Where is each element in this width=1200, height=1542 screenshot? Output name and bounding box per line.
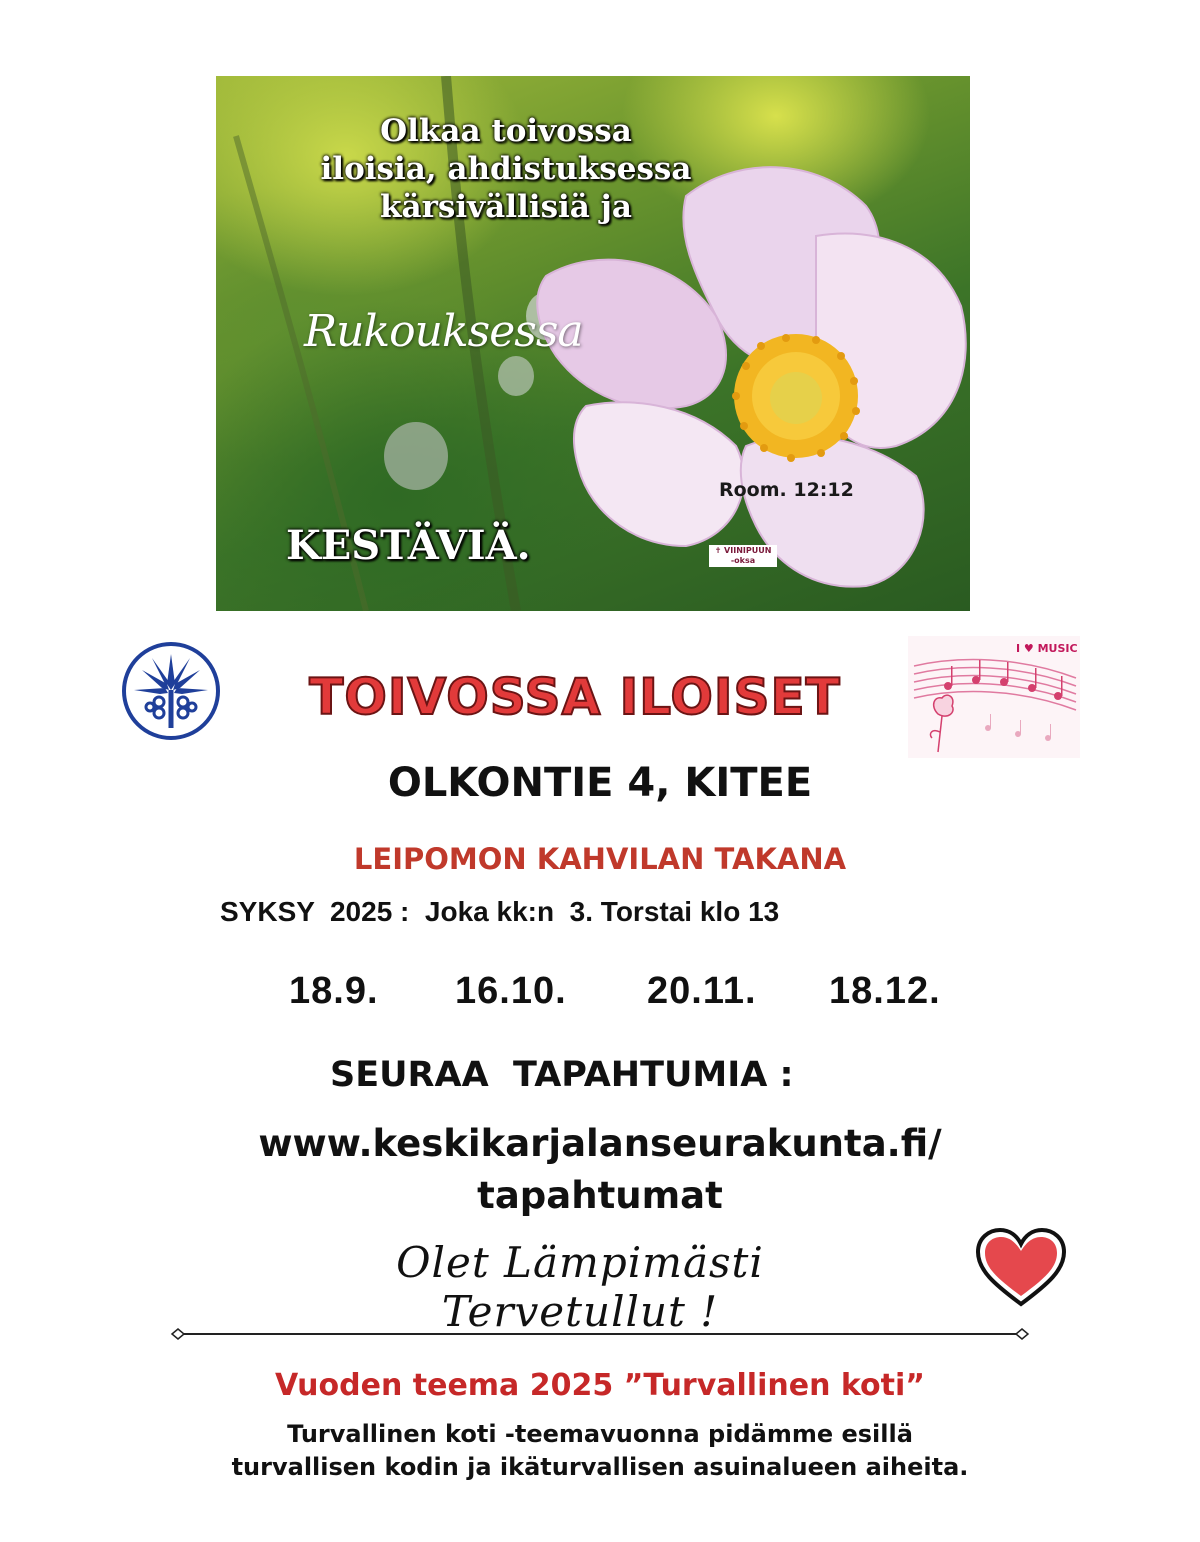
verse-script-word: Rukouksessa — [304, 306, 583, 357]
event-schedule: SYKSY 2025 : Joka kk:n 3. Torstai klo 13 — [220, 896, 780, 927]
watermark-line: ✝ VIINIPUUN — [714, 546, 772, 555]
bud-icon — [384, 422, 448, 490]
event-date: 16.10. — [455, 970, 567, 1012]
event-title: TOIVOSSA ILOISET — [309, 668, 841, 726]
heart-icon — [974, 1226, 1068, 1308]
welcome-text: Olet Lämpimästi Tervetullut ! — [396, 1238, 764, 1336]
parish-emblem-icon — [120, 640, 222, 742]
music-logo — [908, 636, 1080, 758]
events-link-line[interactable]: tapahtumat — [477, 1174, 723, 1217]
follow-heading: SEURAA TAPAHTUMIA : — [330, 1055, 794, 1095]
event-date: 18.9. — [289, 970, 379, 1012]
verse-photo — [216, 76, 970, 611]
verse-text — [276, 112, 736, 226]
music-label: I ♥ MUSIC — [1016, 642, 1078, 655]
events-link[interactable] — [150, 1118, 1050, 1222]
verse-end: KESTÄVIÄ. — [286, 522, 531, 569]
section-divider — [170, 1326, 1030, 1342]
watermark-line: -oksa — [730, 556, 756, 565]
verse-line: Olkaa toivossa — [380, 113, 632, 149]
verse-line: kärsivällisiä ja — [380, 189, 632, 225]
event-location-hint: LEIPOMON KAHVILAN TAKANA — [353, 842, 847, 876]
events-link-line[interactable]: www.keskikarjalanseurakunta.fi/ — [258, 1122, 942, 1165]
event-address: OLKONTIE 4, KITEE — [387, 760, 813, 806]
event-date: 20.11. — [647, 970, 757, 1012]
event-date: 18.12. — [829, 970, 941, 1012]
theme-line: turvallisen kodin ja ikäturvallisen asuinalueen aiheita. — [231, 1453, 969, 1481]
watermark-logo — [709, 545, 777, 567]
event-dates — [0, 970, 1200, 1020]
theme-line: Turvallinen koti -teemavuonna pidämme esillä — [287, 1420, 913, 1448]
year-theme-description — [150, 1418, 1050, 1484]
year-theme-title: Vuoden teema 2025 ”Turvallinen koti” — [275, 1368, 925, 1403]
verse-reference: Room. 12:12 — [719, 479, 854, 501]
verse-line: iloisia, ahdistuksessa — [320, 151, 692, 187]
